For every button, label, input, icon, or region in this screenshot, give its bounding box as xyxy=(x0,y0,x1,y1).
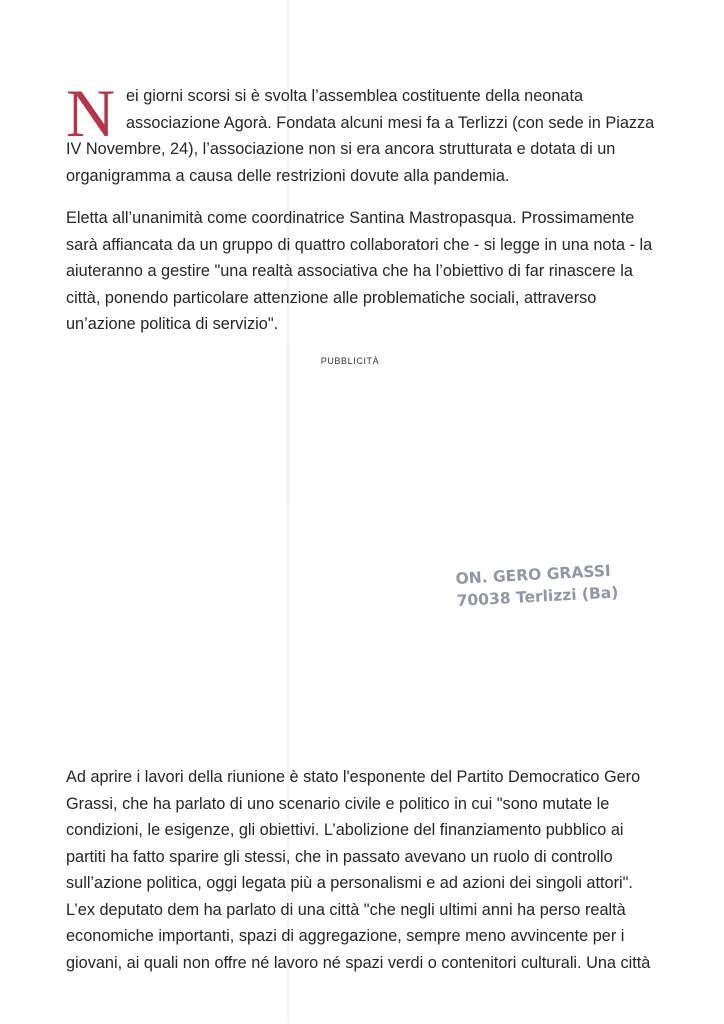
paragraph-3-line: sull’azione politica, oggi legata più a personalismi e ad azioni dei singoli attori". xyxy=(66,874,633,892)
paragraph-1 xyxy=(66,75,666,189)
paragraph-3-line: condizioni, le esigenze, gli obiettivi. L’abolizione del finanziamento pubblico ai xyxy=(66,821,624,839)
paragraph-3-line: giovani, ai quali non offre né lavoro né spazi verdi o contenitori culturali. Una città xyxy=(66,953,651,972)
paragraph-3-line: Grassi, che ha parlato di uno scenario civile e politico in cui "sono mutate le xyxy=(66,794,610,813)
paragraph-2 xyxy=(66,205,666,338)
paragraph-3 xyxy=(66,764,666,972)
paragraph-1-line: associazione Agorà. Fondata alcuni mesi fa a Terlizzi (con sede in Piazza xyxy=(126,113,655,132)
stamp-name: ON. GERO GRASSI xyxy=(455,561,612,588)
stamp xyxy=(455,560,619,612)
drop-cap: N xyxy=(66,75,116,151)
paragraph-3-line: Ad aprire i lavori della riunione è stato l'esponente del Partito Democratico Gero xyxy=(66,768,641,786)
paragraph-1-line: IV Novembre, 24), l’associazione non si era ancora strutturata e dotata di un xyxy=(66,140,616,158)
paragraph-1-line: ei giorni scorsi si è svolta l’assemblea costituente della neonata xyxy=(126,87,584,105)
paragraph-3-line: partiti ha fatto sparire gli stessi, che in passato avevano un ruolo di controllo xyxy=(66,847,613,866)
paragraph-2-line: un’azione politica di servizio". xyxy=(66,315,279,333)
paragraph-2-line: sarà affiancata da un gruppo di quattro collaboratori che - si legge in una nota - la xyxy=(66,235,653,254)
paragraph-2-line: Eletta all’unanimità come coordinatrice Santina Mastropasqua. Prossimamente xyxy=(66,209,635,227)
paragraph-3-line: L’ex deputato dem ha parlato di una città "che negli ultimi anni ha perso realtà xyxy=(66,900,626,919)
paragraph-3-line: economiche importanti, spazi di aggregazione, sempre meno avvincente per i xyxy=(66,927,625,945)
stamp-address: 70038 Terlizzi (Ba) xyxy=(456,583,619,610)
paragraph-2-line: aiuteranno a gestire "una realtà associativa che ha l’obiettivo di far rinascere la xyxy=(66,262,633,280)
paragraph-1-line: organigramma a causa delle restrizioni dovute alla pandemia. xyxy=(66,166,510,185)
paragraph-2-line: città, ponendo particolare attenzione alle problematiche sociali, attraverso xyxy=(66,288,597,307)
ad-label: PUBBLICITÀ xyxy=(320,356,380,366)
